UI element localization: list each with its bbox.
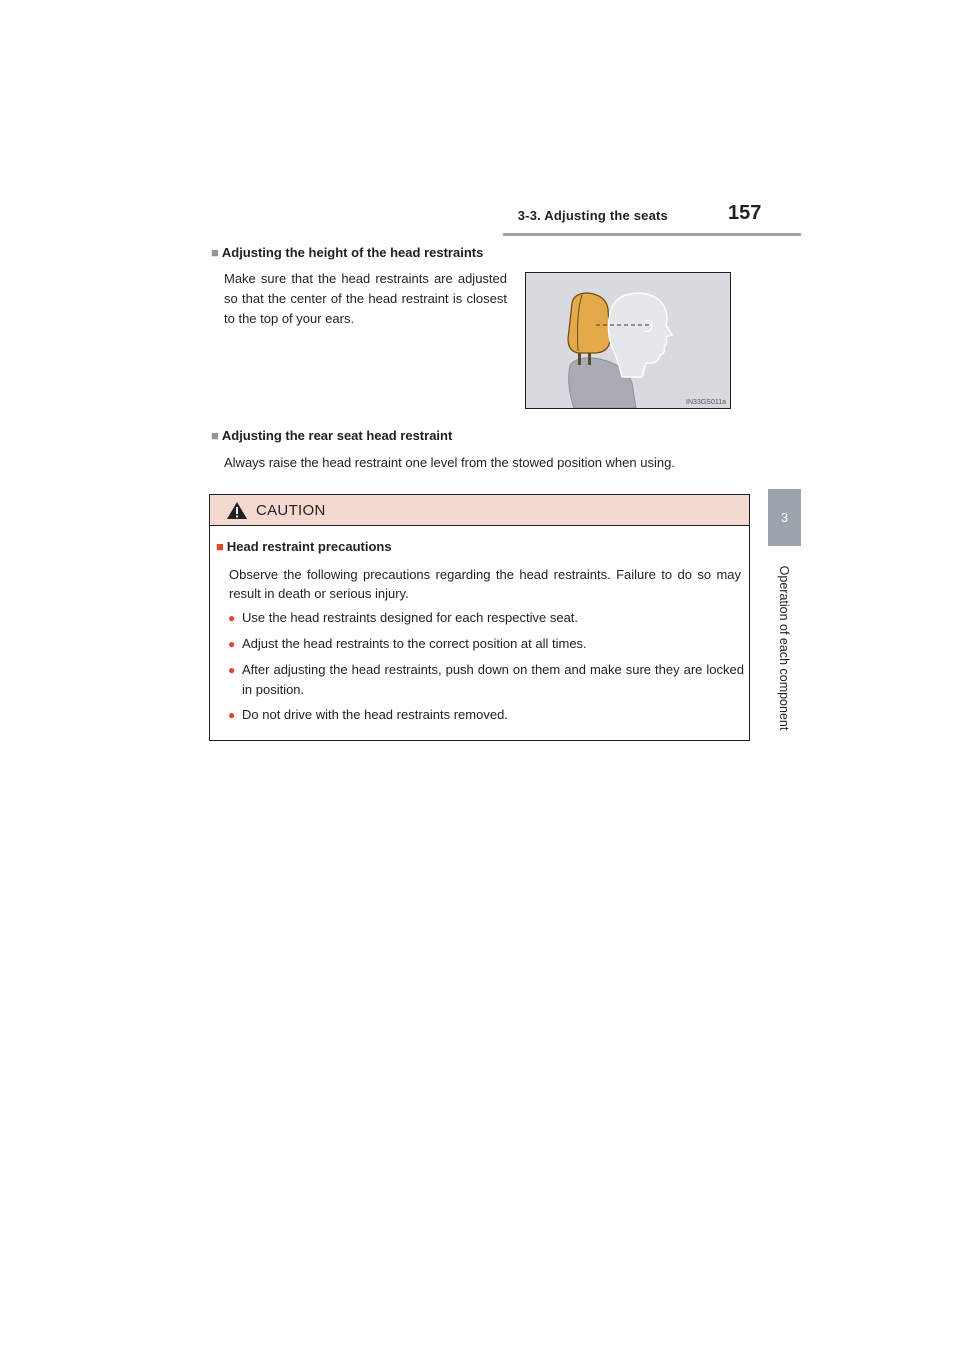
- chapter-number: 3: [780, 510, 789, 525]
- chapter-title-vertical: [774, 548, 794, 748]
- circle-bullet-icon: ●: [228, 611, 236, 625]
- circle-bullet-icon: ●: [228, 708, 236, 722]
- running-header: 3-3. Adjusting the seats: [517, 208, 668, 223]
- section-heading-rear: ■ Adjusting the rear seat head restraint: [211, 428, 453, 443]
- section-text-height: Make sure that the head restraints are adjusted so that the center of the head restraint is closest to the top of your ears.: [224, 271, 507, 326]
- section-text-rear: Always raise the head restraint one level from the stowed position when using.: [224, 455, 675, 470]
- circle-bullet-icon: ●: [228, 663, 236, 677]
- caution-heading: ■ Head restraint precautions: [216, 539, 392, 554]
- head-restraint-illustration: [526, 273, 730, 408]
- section-heading-height: ■ Adjusting the height of the head restraints: [211, 245, 484, 260]
- square-bullet-icon: ■: [211, 245, 219, 260]
- circle-bullet-icon: ●: [228, 637, 236, 651]
- page-number: 157: [728, 202, 762, 224]
- caution-intro: Observe the following precautions regarding the head restraints. Failure to do so may result in death or serious injury.: [229, 567, 741, 601]
- caution-item: ● Do not drive with the head restraints removed.: [228, 705, 744, 725]
- caution-item: ● Use the head restraints designed for each respective seat.: [228, 608, 744, 628]
- head-restraint-figure: [525, 272, 731, 409]
- chapter-tab: [768, 489, 801, 546]
- header-rule: [503, 233, 801, 236]
- caution-header: [210, 495, 749, 526]
- caution-box: [209, 494, 750, 741]
- square-bullet-icon: ■: [211, 428, 219, 443]
- caution-title: CAUTION: [256, 501, 326, 519]
- warning-triangle-icon: [226, 501, 248, 520]
- caution-item: ● Adjust the head restraints to the correct position at all times.: [228, 634, 744, 654]
- figure-id: IN33GS011a: [686, 399, 726, 406]
- square-bullet-icon: ■: [216, 539, 224, 554]
- chapter-title: Operation of each component: [777, 565, 791, 731]
- caution-item: ● After adjusting the head restraints, push down on them and make sure they are locked in position.: [228, 660, 744, 700]
